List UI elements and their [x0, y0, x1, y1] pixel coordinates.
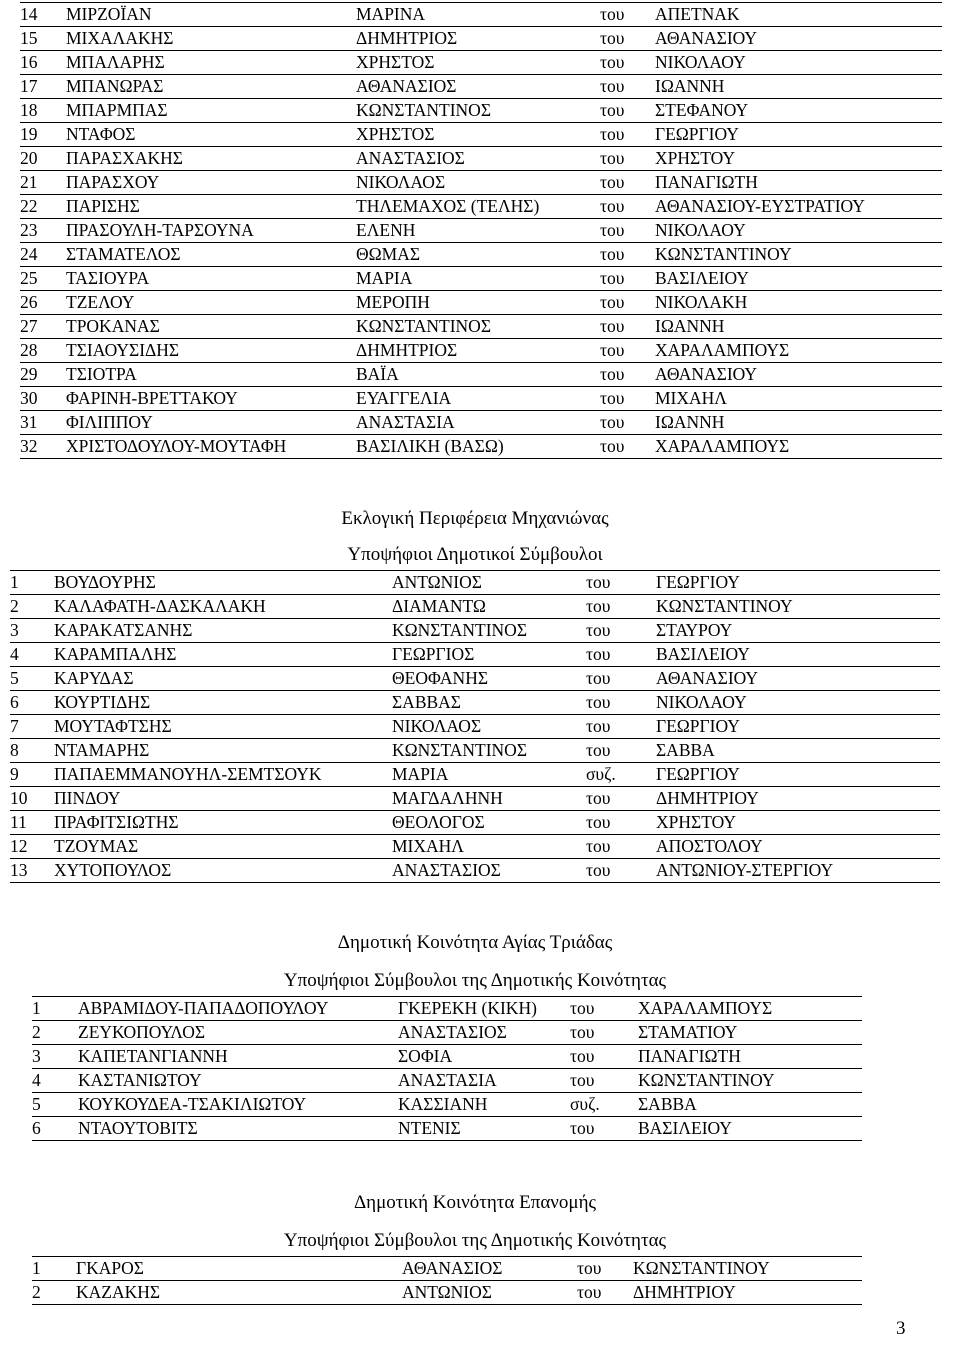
cell-rel: του	[600, 243, 655, 267]
cell-rel: του	[600, 123, 655, 147]
cell-surname: ΜΠΑΛΑΡΗΣ	[66, 51, 356, 75]
cell-surname: ΚΑΡΑΜΠΑΛΗΣ	[54, 643, 392, 667]
cell-surname: ΜΠΑΡΜΠΑΣ	[66, 99, 356, 123]
cell-father: ΓΕΩΡΓΙΟΥ	[656, 715, 940, 739]
cell-rel: συζ.	[586, 763, 656, 787]
cell-father: ΒΑΣΙΛΕΙΟΥ	[655, 267, 942, 291]
cell-first: ΧΡΗΣΤΟΣ	[356, 51, 600, 75]
cell-surname: ΝΤΑΦΟΣ	[66, 123, 356, 147]
cell-first: ΣΟΦΙΑ	[398, 1045, 570, 1069]
cell-father: ΧΑΡΑΛΑΜΠΟΥΣ	[655, 435, 942, 459]
cell-no: 15	[20, 27, 66, 51]
table-row	[20, 267, 942, 291]
table-row	[20, 435, 942, 459]
table-row	[20, 99, 942, 123]
cell-first: ΚΩΝΣΤΑΝΤΙΝΟΣ	[356, 99, 600, 123]
cell-rel: του	[586, 619, 656, 643]
candidates-table-mechaniona	[10, 570, 940, 883]
table-row	[20, 339, 942, 363]
cell-no: 25	[20, 267, 66, 291]
cell-surname: ΚΑΣΤΑΝΙΩΤΟΥ	[78, 1069, 398, 1093]
cell-no: 2	[10, 595, 54, 619]
cell-no: 10	[10, 787, 54, 811]
cell-surname: ΚΑΖΑΚΗΣ	[76, 1281, 402, 1305]
cell-rel: του	[600, 3, 655, 27]
section-subtitle-community-councillors: Υποψήφιοι Σύμβουλοι της Δημοτικής Κοινότητας	[283, 970, 667, 991]
cell-first: ΔΗΜΗΤΡΙΟΣ	[356, 27, 600, 51]
cell-surname: ΜΙΡΖΟΪΑΝ	[66, 3, 356, 27]
cell-rel: του	[577, 1257, 633, 1281]
cell-father: ΙΩΑΝΝΗ	[655, 75, 942, 99]
cell-no: 18	[20, 99, 66, 123]
section-title-agia-triada: Δημοτική Κοινότητα Αγίας Τριάδας	[337, 932, 613, 953]
candidates-table-agia-triada	[32, 996, 862, 1141]
cell-first: ΤΗΛΕΜΑΧΟΣ (ΤΕΛΗΣ)	[356, 195, 600, 219]
cell-no: 28	[20, 339, 66, 363]
cell-surname: ΤΣΙΑΟΥΣΙΔΗΣ	[66, 339, 356, 363]
table-row	[10, 811, 940, 835]
table-row	[32, 1045, 862, 1069]
cell-first: ΑΝΑΣΤΑΣΙΟΣ	[392, 859, 586, 883]
cell-surname: ΚΟΥΚΟΥΔΕΑ-ΤΣΑΚΙΛΙΩΤΟΥ	[78, 1093, 398, 1117]
table-row	[32, 1021, 862, 1045]
cell-no: 14	[20, 3, 66, 27]
table-row	[10, 643, 940, 667]
table-row	[20, 195, 942, 219]
cell-first: ΕΥΑΓΓΕΛΙΑ	[356, 387, 600, 411]
table-row	[20, 387, 942, 411]
cell-surname: ΧΥΤΟΠΟΥΛΟΣ	[54, 859, 392, 883]
cell-surname: ΤΑΣΙΟΥΡΑ	[66, 267, 356, 291]
cell-first: ΓΚΕΡΕΚΗ (ΚΙΚΗ)	[398, 997, 570, 1021]
cell-surname: ΑΒΡΑΜΙΔΟΥ-ΠΑΠΑΔΟΠΟΥΛΟΥ	[78, 997, 398, 1021]
cell-first: ΚΩΝΣΤΑΝΤΙΝΟΣ	[392, 619, 586, 643]
table-row	[20, 75, 942, 99]
cell-first: ΜΙΧΑΗΛ	[392, 835, 586, 859]
cell-no: 2	[32, 1021, 78, 1045]
table-row	[10, 763, 940, 787]
cell-first: ΘΩΜΑΣ	[356, 243, 600, 267]
cell-first: ΘΕΟΦΑΝΗΣ	[392, 667, 586, 691]
table-row	[10, 739, 940, 763]
cell-first: ΚΩΝΣΤΑΝΤΙΝΟΣ	[356, 315, 600, 339]
cell-father: ΑΘΑΝΑΣΙΟΥ	[656, 667, 940, 691]
cell-father: ΜΙΧΑΗΛ	[655, 387, 942, 411]
cell-surname: ΝΤΑΟΥΤΟΒΙΤΣ	[78, 1117, 398, 1141]
cell-surname: ΠΡΑΣΟΥΛΗ-ΤΑΡΣΟΥΝΑ	[66, 219, 356, 243]
cell-no: 24	[20, 243, 66, 267]
cell-surname: ΚΑΠΕΤΑΝΓΙΑΝΝΗ	[78, 1045, 398, 1069]
cell-no: 31	[20, 411, 66, 435]
cell-father: ΙΩΑΝΝΗ	[655, 411, 942, 435]
cell-no: 26	[20, 291, 66, 315]
cell-father: ΧΡΗΣΤΟΥ	[656, 811, 940, 835]
cell-first: ΧΡΗΣΤΟΣ	[356, 123, 600, 147]
cell-surname: ΚΑΡΑΚΑΤΣΑΝΗΣ	[54, 619, 392, 643]
cell-no: 2	[32, 1281, 76, 1305]
cell-father: ΝΙΚΟΛΑΟΥ	[655, 219, 942, 243]
cell-no: 1	[10, 571, 54, 595]
section-title-mechaniona: Εκλογική Περιφέρεια Μηχανιώνας	[341, 508, 609, 529]
table-row	[20, 291, 942, 315]
cell-surname: ΚΑΛΑΦΑΤΗ-ΔΑΣΚΑΛΑΚΗ	[54, 595, 392, 619]
cell-father: ΑΘΑΝΑΣΙΟΥ	[655, 363, 942, 387]
cell-father: ΚΩΝΣΤΑΝΤΙΝΟΥ	[638, 1069, 862, 1093]
cell-no: 17	[20, 75, 66, 99]
cell-no: 1	[32, 1257, 76, 1281]
cell-rel: του	[570, 997, 638, 1021]
cell-first: ΝΙΚΟΛΑΟΣ	[356, 171, 600, 195]
cell-rel: του	[600, 195, 655, 219]
candidates-table-continued	[20, 2, 942, 459]
cell-first: ΑΝΑΣΤΑΣΙΟΣ	[398, 1021, 570, 1045]
table-row	[20, 243, 942, 267]
cell-surname: ΠΑΡΑΣΧΟΥ	[66, 171, 356, 195]
cell-first: ΣΑΒΒΑΣ	[392, 691, 586, 715]
cell-first: ΒΑΪΑ	[356, 363, 600, 387]
cell-first: ΜΑΡΙΑ	[392, 763, 586, 787]
table-row	[10, 691, 940, 715]
cell-first: ΒΑΣΙΛΙΚΗ (ΒΑΣΩ)	[356, 435, 600, 459]
cell-rel: του	[586, 739, 656, 763]
cell-surname: ΚΑΡΥΔΑΣ	[54, 667, 392, 691]
cell-rel: του	[586, 691, 656, 715]
cell-rel: του	[600, 171, 655, 195]
cell-father: ΣΤΑΜΑΤΙΟΥ	[638, 1021, 862, 1045]
cell-rel: του	[600, 147, 655, 171]
cell-father: ΧΡΗΣΤΟΥ	[655, 147, 942, 171]
cell-rel: του	[600, 411, 655, 435]
cell-no: 5	[32, 1093, 78, 1117]
cell-no: 11	[10, 811, 54, 835]
cell-first: ΚΩΝΣΤΑΝΤΙΝΟΣ	[392, 739, 586, 763]
cell-surname: ΧΡΙΣΤΟΔΟΥΛΟΥ-ΜΟΥΤΑΦΗ	[66, 435, 356, 459]
cell-surname: ΦΑΡΙΝΗ-ΒΡΕΤΤΑΚΟΥ	[66, 387, 356, 411]
cell-rel: του	[586, 811, 656, 835]
section-subtitle-community-councillors-epanomi: Υποψήφιοι Σύμβουλοι της Δημοτικής Κοινότητας	[283, 1230, 667, 1251]
cell-first: ΑΘΑΝΑΣΙΟΣ	[402, 1257, 577, 1281]
cell-father: ΚΩΝΣΤΑΝΤΙΝΟΥ	[655, 243, 942, 267]
cell-no: 32	[20, 435, 66, 459]
cell-no: 1	[32, 997, 78, 1021]
cell-first: ΚΑΣΣΙΑΝΗ	[398, 1093, 570, 1117]
cell-rel: του	[577, 1281, 633, 1305]
cell-first: ΑΘΑΝΑΣΙΟΣ	[356, 75, 600, 99]
cell-rel: του	[600, 387, 655, 411]
cell-rel: του	[600, 435, 655, 459]
cell-rel: του	[600, 99, 655, 123]
cell-father: ΠΑΝΑΓΙΩΤΗ	[638, 1045, 862, 1069]
cell-surname: ΠΑΡΑΣΧΑΚΗΣ	[66, 147, 356, 171]
table-row	[32, 1093, 862, 1117]
cell-no: 30	[20, 387, 66, 411]
cell-first: ΝΙΚΟΛΑΟΣ	[392, 715, 586, 739]
cell-father: ΑΠΟΣΤΟΛΟΥ	[656, 835, 940, 859]
cell-first: ΑΝΤΩΝΙΟΣ	[392, 571, 586, 595]
cell-first: ΜΕΡΟΠΗ	[356, 291, 600, 315]
table-row	[20, 147, 942, 171]
cell-first: ΜΑΡΙΑ	[356, 267, 600, 291]
table-row	[10, 667, 940, 691]
section-title-epanomi: Δημοτική Κοινότητα Επανομής	[353, 1192, 597, 1213]
cell-rel: του	[600, 267, 655, 291]
cell-first: ΘΕΟΛΟΓΟΣ	[392, 811, 586, 835]
cell-no: 5	[10, 667, 54, 691]
table-body	[32, 997, 862, 1141]
table-row	[20, 219, 942, 243]
cell-rel: του	[600, 219, 655, 243]
table-row	[10, 595, 940, 619]
cell-first: ΝΤΕΝΙΣ	[398, 1117, 570, 1141]
cell-rel: του	[600, 27, 655, 51]
cell-rel: του	[586, 835, 656, 859]
table-row	[32, 997, 862, 1021]
cell-rel: του	[586, 787, 656, 811]
cell-father: ΓΕΩΡΓΙΟΥ	[656, 571, 940, 595]
table-row	[10, 571, 940, 595]
cell-father: ΑΝΤΩΝΙΟΥ-ΣΤΕΡΓΙΟΥ	[656, 859, 940, 883]
table-row	[10, 835, 940, 859]
cell-rel: του	[586, 595, 656, 619]
cell-father: ΝΙΚΟΛΑΚΗ	[655, 291, 942, 315]
cell-no: 16	[20, 51, 66, 75]
cell-no: 3	[32, 1045, 78, 1069]
cell-father: ΧΑΡΑΛΑΜΠΟΥΣ	[638, 997, 862, 1021]
cell-no: 6	[32, 1117, 78, 1141]
cell-father: ΣΑΒΒΑ	[656, 739, 940, 763]
cell-father: ΠΑΝΑΓΙΩΤΗ	[655, 171, 942, 195]
cell-no: 27	[20, 315, 66, 339]
cell-first: ΑΝΑΣΤΑΣΙΑ	[398, 1069, 570, 1093]
cell-surname: ΣΤΑΜΑΤΕΛΟΣ	[66, 243, 356, 267]
table-body	[32, 1257, 862, 1305]
cell-no: 8	[10, 739, 54, 763]
cell-father: ΑΘΑΝΑΣΙΟΥ	[655, 27, 942, 51]
cell-surname: ΜΟΥΤΑΦΤΣΗΣ	[54, 715, 392, 739]
table-row	[32, 1257, 862, 1281]
cell-no: 19	[20, 123, 66, 147]
table-row	[10, 619, 940, 643]
cell-father: ΑΘΑΝΑΣΙΟΥ-ΕΥΣΤΡΑΤΙΟΥ	[655, 195, 942, 219]
cell-no: 7	[10, 715, 54, 739]
cell-surname: ΦΙΛΙΠΠΟΥ	[66, 411, 356, 435]
cell-no: 9	[10, 763, 54, 787]
cell-first: ΑΝΑΣΤΑΣΙΟΣ	[356, 147, 600, 171]
cell-surname: ΤΡΟΚΑΝΑΣ	[66, 315, 356, 339]
cell-first: ΑΝΤΩΝΙΟΣ	[402, 1281, 577, 1305]
table-row	[32, 1069, 862, 1093]
cell-surname: ΤΖΕΛΟΥ	[66, 291, 356, 315]
cell-father: ΔΗΜΗΤΡΙΟΥ	[633, 1281, 862, 1305]
cell-no: 13	[10, 859, 54, 883]
cell-rel: του	[600, 315, 655, 339]
cell-rel: συζ.	[570, 1093, 638, 1117]
cell-no: 23	[20, 219, 66, 243]
cell-no: 22	[20, 195, 66, 219]
cell-rel: του	[586, 715, 656, 739]
table-row	[20, 27, 942, 51]
cell-rel: του	[600, 339, 655, 363]
table-row	[20, 171, 942, 195]
cell-no: 20	[20, 147, 66, 171]
cell-father: ΓΕΩΡΓΙΟΥ	[656, 763, 940, 787]
section-subtitle-municipal-councillors: Υποψήφιοι Δημοτικοί Σύμβουλοι	[347, 544, 603, 565]
cell-first: ΔΗΜΗΤΡΙΟΣ	[356, 339, 600, 363]
cell-first: ΓΕΩΡΓΙΟΣ	[392, 643, 586, 667]
cell-rel: του	[586, 667, 656, 691]
cell-surname: ΝΤΑΜΑΡΗΣ	[54, 739, 392, 763]
cell-no: 29	[20, 363, 66, 387]
cell-first: ΑΝΑΣΤΑΣΙΑ	[356, 411, 600, 435]
cell-rel: του	[586, 643, 656, 667]
table-row	[32, 1281, 862, 1305]
cell-father: ΚΩΝΣΤΑΝΤΙΝΟΥ	[633, 1257, 862, 1281]
cell-surname: ΤΖΟΥΜΑΣ	[54, 835, 392, 859]
cell-surname: ΜΙΧΑΛΑΚΗΣ	[66, 27, 356, 51]
table-row	[20, 315, 942, 339]
cell-rel: του	[570, 1045, 638, 1069]
cell-rel: του	[570, 1021, 638, 1045]
table-row	[10, 715, 940, 739]
cell-rel: του	[586, 571, 656, 595]
table-row	[20, 123, 942, 147]
cell-father: ΣΑΒΒΑ	[638, 1093, 862, 1117]
cell-father: ΒΑΣΙΛΕΙΟΥ	[656, 643, 940, 667]
cell-father: ΚΩΝΣΤΑΝΤΙΝΟΥ	[656, 595, 940, 619]
cell-father: ΝΙΚΟΛΑΟΥ	[655, 51, 942, 75]
table-row	[10, 787, 940, 811]
table-row	[10, 859, 940, 883]
table-row	[20, 363, 942, 387]
table-body	[20, 3, 942, 459]
cell-surname: ΠΙΝΔΟΥ	[54, 787, 392, 811]
cell-surname: ΠΑΡΙΣΗΣ	[66, 195, 356, 219]
cell-father: ΝΙΚΟΛΑΟΥ	[656, 691, 940, 715]
cell-surname: ΓΚΑΡΟΣ	[76, 1257, 402, 1281]
table-row	[32, 1117, 862, 1141]
candidates-table-epanomi	[32, 1256, 862, 1305]
cell-father: ΣΤΕΦΑΝΟΥ	[655, 99, 942, 123]
cell-rel: του	[586, 859, 656, 883]
cell-no: 21	[20, 171, 66, 195]
cell-father: ΣΤΑΥΡΟΥ	[656, 619, 940, 643]
cell-surname: ΖΕΥΚΟΠΟΥΛΟΣ	[78, 1021, 398, 1045]
table-row	[20, 411, 942, 435]
cell-no: 4	[32, 1069, 78, 1093]
cell-rel: του	[600, 291, 655, 315]
cell-surname: ΜΠΑΝΩΡΑΣ	[66, 75, 356, 99]
cell-surname: ΤΣΙΟΤΡΑ	[66, 363, 356, 387]
table-body	[10, 571, 940, 883]
cell-rel: του	[570, 1117, 638, 1141]
cell-surname: ΒΟΥΔΟΥΡΗΣ	[54, 571, 392, 595]
cell-rel: του	[600, 51, 655, 75]
cell-rel: του	[600, 75, 655, 99]
cell-no: 6	[10, 691, 54, 715]
cell-surname: ΠΑΠΑΕΜΜΑΝΟΥΗΛ-ΣΕΜΤΣΟΥΚ	[54, 763, 392, 787]
table-row	[20, 3, 942, 27]
cell-father: ΔΗΜΗΤΡΙΟΥ	[656, 787, 940, 811]
cell-first: ΕΛΕΝΗ	[356, 219, 600, 243]
cell-surname: ΠΡΑΦΙΤΣΙΩΤΗΣ	[54, 811, 392, 835]
cell-father: ΙΩΑΝΝΗ	[655, 315, 942, 339]
cell-surname: ΚΟΥΡΤΙΔΗΣ	[54, 691, 392, 715]
cell-no: 12	[10, 835, 54, 859]
table-row	[20, 51, 942, 75]
cell-father: ΧΑΡΑΛΑΜΠΟΥΣ	[655, 339, 942, 363]
page-number: 3	[896, 1318, 906, 1339]
cell-father: ΒΑΣΙΛΕΙΟΥ	[638, 1117, 862, 1141]
cell-no: 3	[10, 619, 54, 643]
cell-first: ΜΑΡΙΝΑ	[356, 3, 600, 27]
cell-no: 4	[10, 643, 54, 667]
cell-first: ΔΙΑΜΑΝΤΩ	[392, 595, 586, 619]
cell-father: ΓΕΩΡΓΙΟΥ	[655, 123, 942, 147]
cell-first: ΜΑΓΔΑΛΗΝΗ	[392, 787, 586, 811]
cell-rel: του	[600, 363, 655, 387]
cell-rel: του	[570, 1069, 638, 1093]
cell-father: ΑΠΕΤΝΑΚ	[655, 3, 942, 27]
